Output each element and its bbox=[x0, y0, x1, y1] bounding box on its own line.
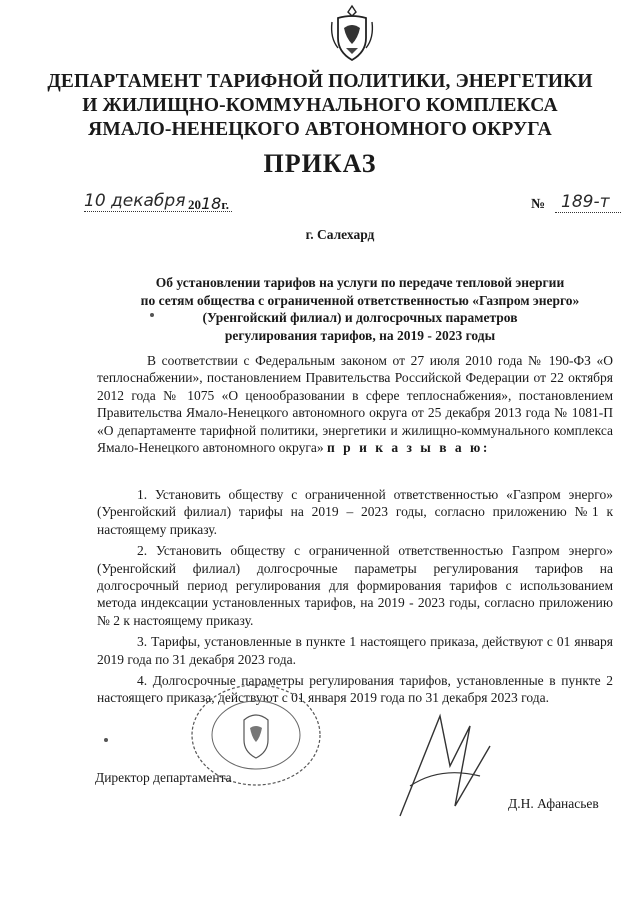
subject-line: регулирования тарифов, на 2019 - 2023 годы bbox=[224, 327, 496, 343]
date-handwritten: 10 декабря bbox=[84, 191, 186, 211]
scan-dot bbox=[104, 738, 108, 742]
order-word: п р и к а з ы в а ю: bbox=[327, 440, 490, 456]
preamble-paragraph bbox=[97, 352, 613, 456]
signature-name: Д.Н. Афанасьев bbox=[508, 796, 599, 811]
subject-line: по сетям общества с ограниченной ответственностью «Газпром энерго» bbox=[140, 292, 580, 308]
order-number bbox=[531, 192, 621, 216]
department-line: И ЖИЛИЩНО-КОММУНАЛЬНОГО КОМПЛЕКСА bbox=[82, 95, 558, 116]
order-subject bbox=[100, 274, 620, 344]
department-name bbox=[40, 70, 600, 142]
date-year-handwritten: 18 bbox=[201, 194, 222, 213]
scan-dot bbox=[150, 313, 154, 317]
department-line: ЯМАЛО-НЕНЕЦКОГО АВТОНОМНОГО ОКРУГА bbox=[88, 119, 552, 140]
city: г. Салехард bbox=[305, 227, 375, 242]
order-date bbox=[84, 191, 234, 215]
number-handwritten: 189-т bbox=[561, 192, 610, 212]
order-item: 4. Долгосрочные параметры регулирования тарифов, установленные в пункте 2 настоящего приказа, действуют с 01 января 2019 года по 31 декабря 2023 года. bbox=[97, 673, 613, 706]
number-sign: № bbox=[531, 197, 546, 212]
coat-of-arms-icon bbox=[328, 4, 376, 64]
preamble-text: В соответствии с Федеральным законом от 27 июля 2010 года № 190-ФЗ «О теплоснабжении», постановлением Правительства Российской Федерации от 22 октября 2012 года № 1075 «О ценообразовании в сфере теплоснабжения», постановлением Правительства Ямало-Ненецкого автономного округа от 25 декабря 2013 года № 1081-П «О департаменте тарифной политики, энергетики и жилищно-коммунального комплекса Ямало-Ненецкого автономного округа» bbox=[97, 353, 613, 456]
document-type-title: ПРИКАЗ bbox=[263, 149, 377, 178]
signature-title: Директор департамента bbox=[95, 770, 232, 785]
department-line: ДЕПАРТАМЕНТ ТАРИФНОЙ ПОЛИТИКИ, ЭНЕРГЕТИКИ bbox=[47, 71, 593, 92]
number-underline bbox=[555, 212, 621, 213]
date-underline bbox=[84, 211, 232, 212]
handwritten-signature-icon bbox=[380, 706, 520, 826]
order-items bbox=[97, 486, 613, 711]
order-item: 3. Тарифы, установленные в пункте 1 настоящего приказа, действуют с 01 января 2019 года по 31 декабря 2023 года. bbox=[97, 634, 613, 667]
order-item: 1. Установить обществу с ограниченной ответственностью «Газпром энерго» (Уренгойский филиал) тарифы на 2019 – 2023 годы, согласно приложению №1 к настоящему приказу. bbox=[97, 487, 613, 537]
subject-line: Об установлении тарифов на услуги по передаче тепловой энергии bbox=[155, 275, 565, 290]
subject-line: (Уренгойский филиал) и долгосрочных параметров bbox=[202, 310, 518, 325]
order-item: 2. Установить обществу с ограниченной ответственностью Газпром энерго» (Уренгойский филиал) долгосрочные параметры регулирования тарифов на долгосрочный период регулирования для формирования тарифов с использованием метода индексации установленных тарифов, на 2019 - 2023 годы, согласно приложению № 2 к настоящему приказу. bbox=[97, 543, 613, 628]
date-year: 2018г. bbox=[188, 194, 230, 213]
